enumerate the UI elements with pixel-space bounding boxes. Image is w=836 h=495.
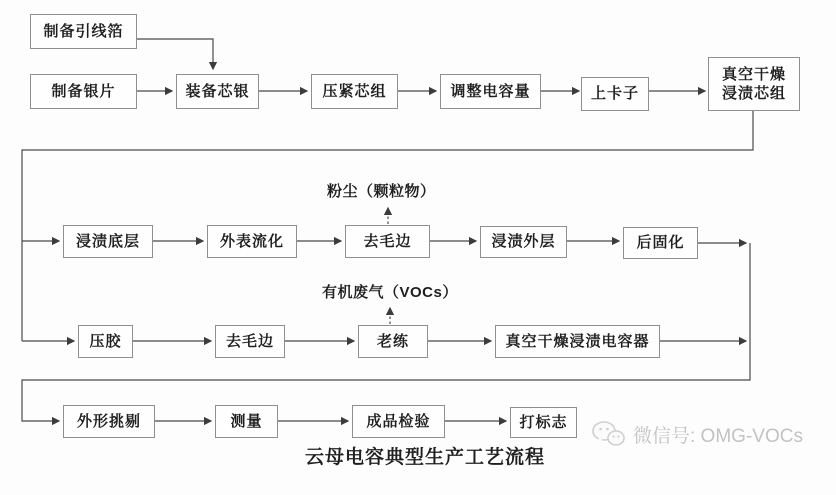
node-vacuum-dry-impregnate-capacitor: 真空干燥浸渍电容器 — [495, 325, 660, 358]
node-prepare-silver-sheet: 制备银片 — [30, 74, 137, 109]
node-impregnate-base-layer: 浸渍底层 — [63, 225, 153, 258]
watermark — [590, 416, 803, 452]
node-surface-fluidize: 外表流化 — [207, 225, 297, 258]
node-measure: 测量 — [215, 405, 278, 438]
node-deburr-b: 去毛边 — [215, 325, 285, 358]
node-press-glue: 压胶 — [78, 325, 133, 358]
diagram-title: 云母电容典型生产工艺流程 — [304, 447, 545, 468]
arrow-leadfoil-to-assemble — [135, 39, 213, 69]
node-attach-clip: 上卡子 — [581, 77, 649, 111]
node-press-core-group: 压紧芯组 — [311, 74, 398, 109]
node-assemble-core-silver: 装备芯银 — [176, 74, 259, 109]
dust-emission-label: 粉尘（颗粒物） — [327, 183, 436, 200]
node-burn-in: 老练 — [358, 325, 428, 358]
node-deburr-a: 去毛边 — [345, 225, 430, 258]
voc-emission-label: 有机废气（VOCs） — [322, 284, 458, 301]
node-post-cure: 后固化 — [623, 227, 698, 259]
node-shape-sorting: 外形挑剔 — [63, 405, 155, 438]
node-vacuum-dry-impregnate-core: 真空干燥浸渍芯组 — [708, 57, 800, 111]
node-adjust-capacitance: 调整电容量 — [440, 74, 541, 109]
node-prepare-lead-foil: 制备引线箔 — [30, 14, 137, 49]
node-marking: 打标志 — [510, 407, 577, 438]
watermark-text: 微信号: OMG-VOCs — [633, 425, 803, 447]
node-impregnate-outer-layer: 浸渍外层 — [480, 226, 567, 258]
node-finished-inspection: 成品检验 — [352, 405, 445, 438]
wechat-icon — [590, 418, 626, 450]
